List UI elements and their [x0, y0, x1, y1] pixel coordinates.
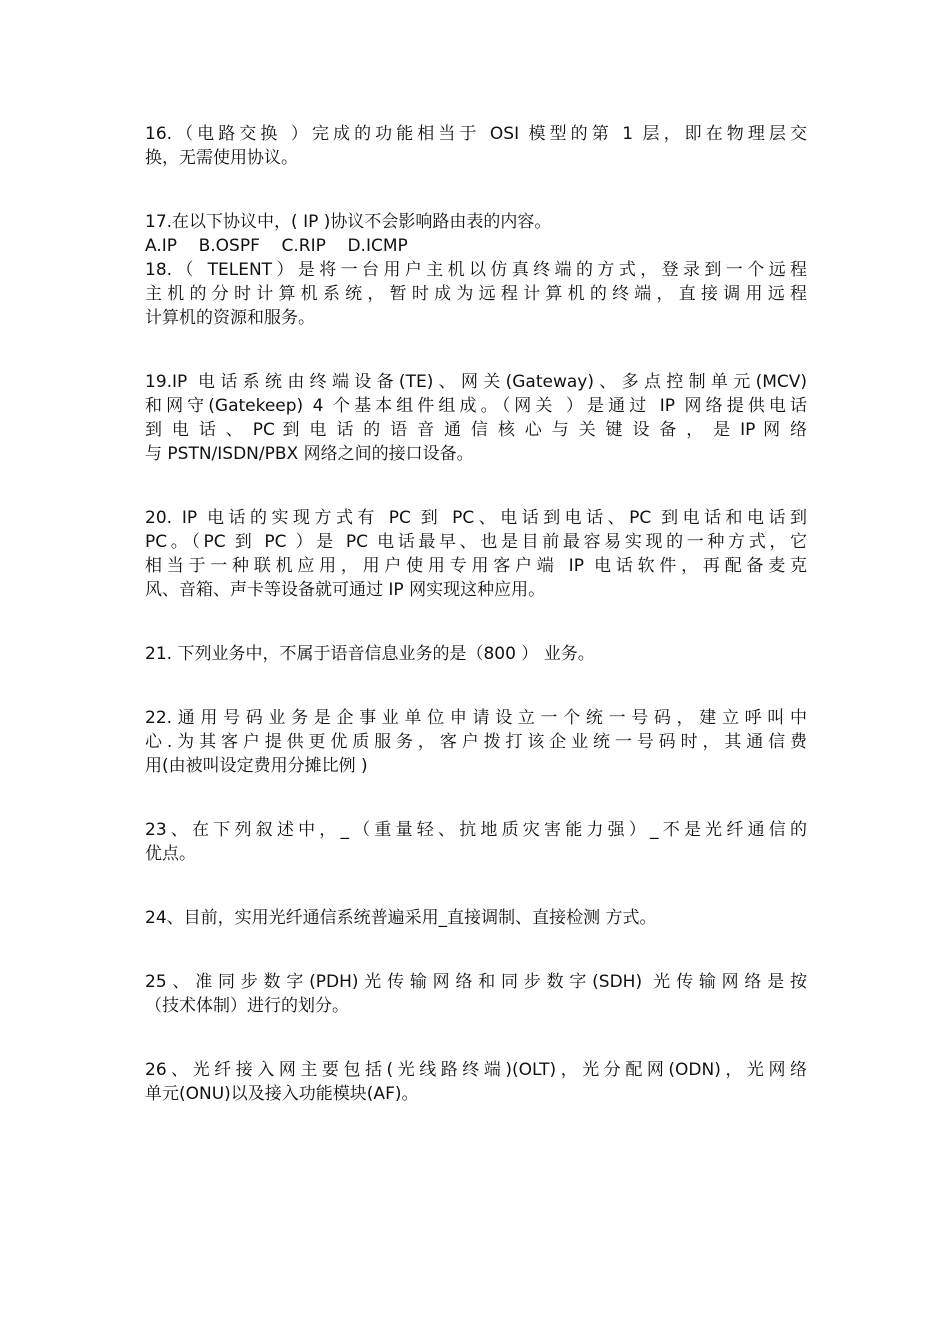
text-line: 25、准同步数字(PDH)光传输网络和同步数字(SDH) 光传输网络是按	[145, 972, 807, 992]
text-line: 用(由被叫设定费用分摊比例 )	[145, 756, 368, 776]
spacer	[145, 666, 807, 706]
text-line: 18.（ TELENT）是将一台用户主机以仿真终端的方式，登录到一个远程	[145, 260, 807, 280]
text-line: （技术体制）进行的划分。	[145, 996, 349, 1016]
text-line: 16.（电路交换 ）完成的功能相当于 OSI 模型的第 1 层，即在物理层交	[145, 124, 807, 144]
text-line: PC。（PC 到 PC ）是 PC 电话最早、也是目前最容易实现的一种方式，它	[145, 532, 807, 552]
spacer	[145, 930, 807, 970]
spacer	[145, 778, 807, 818]
text-line: 20. IP 电话的实现方式有 PC 到 PC、电话到电话、PC 到电话和电话到	[145, 508, 807, 528]
question-25	[145, 970, 807, 1018]
question-26	[145, 1058, 807, 1106]
text-line: 优点。	[145, 844, 196, 864]
text-line: 21. 下列业务中，不属于语音信息业务的是（800 ） 业务。	[145, 644, 595, 664]
text-line: 与 PSTN/ISDN/PBX 网络之间的接口设备。	[145, 444, 474, 464]
document-page	[145, 122, 807, 1106]
question-16	[145, 122, 807, 170]
spacer	[145, 330, 807, 370]
text-line: 26、光纤接入网主要包括(光线路终端)(OLT)，光分配网(ODN)，光网络	[145, 1060, 807, 1080]
text-line: 相当于一种联机应用，用户使用专用客户端 IP 电话软件，再配备麦克	[145, 556, 807, 576]
text-line: 22.通用号码业务是企事业单位申请设立一个统一号码，建立呼叫中	[145, 708, 807, 728]
text-line: 17.在以下协议中，( IP )协议不会影响路由表的内容。	[145, 212, 552, 232]
spacer	[145, 602, 807, 642]
spacer	[145, 170, 807, 210]
text-line: 心.为其客户提供更优质服务，客户拨打该企业统一号码时，其通信费	[145, 732, 807, 752]
question-18	[145, 258, 807, 330]
question-24	[145, 906, 807, 930]
question-23	[145, 818, 807, 866]
question-20	[145, 506, 807, 602]
text-line: A.IP B.OSPF C.RIP D.ICMP	[145, 236, 408, 256]
question-17	[145, 210, 807, 258]
spacer	[145, 866, 807, 906]
spacer	[145, 466, 807, 506]
text-line: 主机的分时计算机系统，暂时成为远程计算机的终端，直接调用远程	[145, 284, 807, 304]
spacer	[145, 1018, 807, 1058]
text-line: 换，无需使用协议。	[145, 148, 298, 168]
question-19	[145, 370, 807, 466]
question-21	[145, 642, 807, 666]
text-line: 到 电 话 、 PC 到 电 话 的 语 音 通 信 核 心 与 关 键 设 备 ， 是 IP 网 络	[145, 420, 807, 440]
text-line: 和网守(Gatekeep) 4 个基本组件组成。（网关 ）是通过 IP 网络提供电话	[145, 396, 807, 416]
text-line: 单元(ONU)以及接入功能模块(AF)。	[145, 1084, 419, 1104]
text-line: 风、音箱、声卡等设备就可通过 IP 网实现这种应用。	[145, 580, 546, 600]
text-line: 24、目前，实用光纤通信系统普遍采用_直接调制、直接检测 方式。	[145, 908, 657, 928]
text-line: 19.IP 电话系统由终端设备(TE)、网关(Gateway)、多点控制单元(MCV)	[145, 372, 807, 392]
text-line: 计算机的资源和服务。	[145, 308, 315, 328]
text-line: 23、在下列叙述中，_（重量轻、抗地质灾害能力强）_不是光纤通信的	[145, 820, 807, 840]
question-22	[145, 706, 807, 778]
